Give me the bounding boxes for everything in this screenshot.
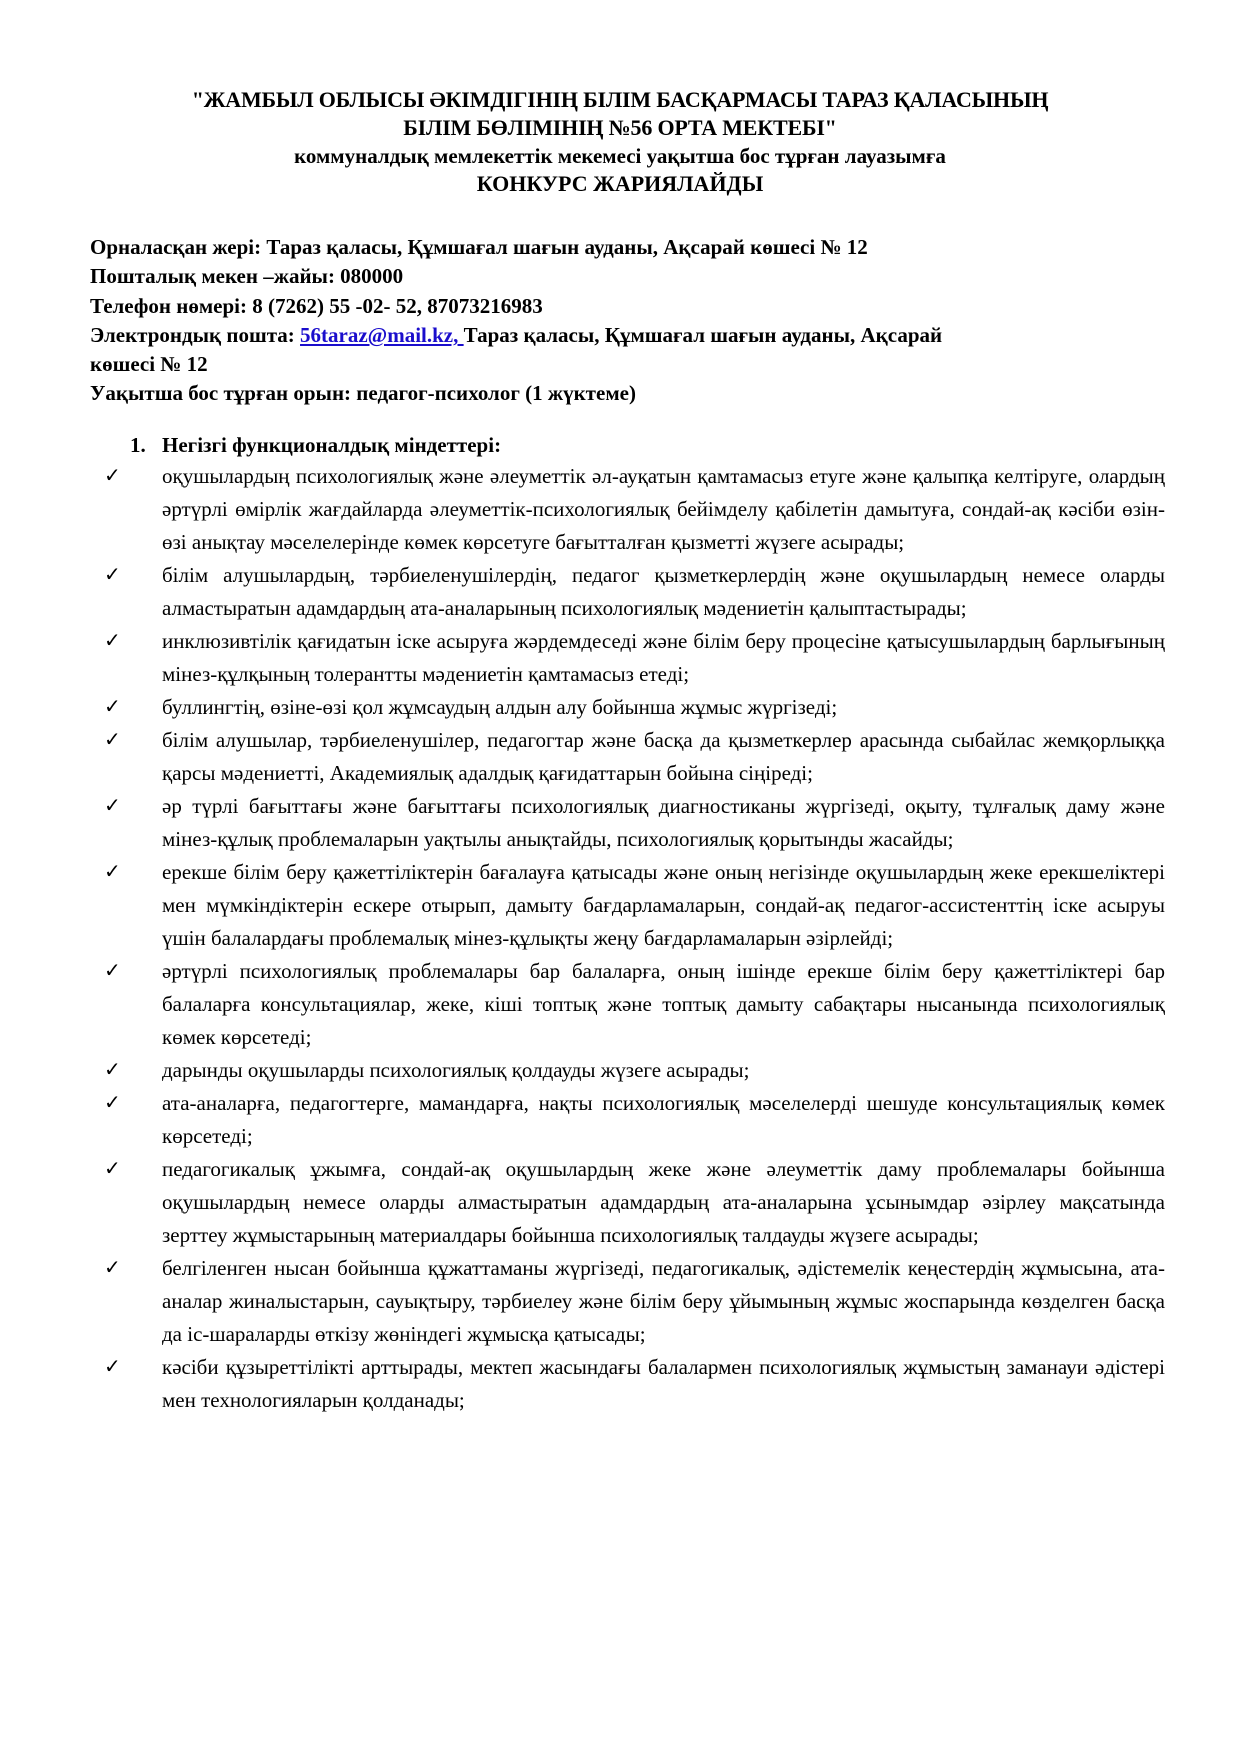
email-address-rest: Тараз қаласы, Құмшағал шағын ауданы, Ақсарай [463,322,943,347]
header-title-line1: "ЖАМБЫЛ ОБЛЫСЫ ӘКІМДІГІНІҢ БІЛІМ БАСҚАРМАСЫ ТАРАЗ ҚАЛАСЫНЫҢ [191,87,1049,112]
header-title-line2: БІЛІМ БӨЛІМІНІҢ №56 ОРТА МЕКТЕБІ" [403,115,837,140]
duty-item [90,460,1165,559]
duty-text: білім алушылар, тәрбиеленушілер, педагогтар және басқа да қызметкерлер арасында сыбайлас жемқорлыққа қарсы мәдениетті, Академиялық адалдық қағидаттарын бойына сіңіреді; [162,728,1165,785]
header-subtitle: коммуналдық мемлекеттік мекемесі уақытша бос тұрған лауазымға [294,144,946,168]
checkmark-icon: ✓ [104,1092,121,1114]
checkmark-icon: ✓ [104,630,121,652]
duty-item [90,1054,1165,1087]
duty-item [90,1252,1165,1351]
email-line [90,321,1165,350]
duty-text: әр түрлі бағыттағы және бағыттағы психологиялық диагностиканы жүргізеді, оқыту, тұлғалық даму және мінез-құлық проблемаларын уақтылы анықтайды, психологиялық қорытынды жасайды; [162,794,1165,851]
duty-text: кәсіби құзыреттілікті арттырады, мектеп жасындағы балалармен психологиялық жұмыстың заманауи әдістері мен технологияларын қолданады; [162,1355,1165,1412]
email-address-rest2: көшесі № 12 [90,352,208,377]
location-line: Орналасқан жері: Тараз қаласы, Құмшағал шағын ауданы, Ақсарай көшесі № 12 [90,235,868,259]
duty-text: белгіленген нысан бойынша құжаттаманы жүргізеді, педагогикалық, әдістемелік кеңестердің жұмысына, ата-аналар жиналыстарын, сауықтыру, тәрбиелеу және білім беру ұйымының жұмыс жоспарында көзделген басқа да іс-шараларды өткізу жөніндегі жұмысқа қатысады; [162,1256,1165,1346]
duty-text: ата-аналарға, педагогтерге, мамандарға, нақты психологиялық мәселелерді шешуде консультациялық көмек көрсетеді; [162,1091,1165,1148]
email-link[interactable]: 56taraz@mail.kz, [300,322,464,347]
checkmark-icon: ✓ [104,861,121,883]
duty-item [90,691,1165,724]
header-announcement: КОНКУРС ЖАРИЯЛАЙДЫ [476,171,764,196]
duty-item [90,1087,1165,1153]
checkmark-icon: ✓ [104,960,121,982]
duty-text: педагогикалық ұжымға, сондай-ақ оқушылардың жеке және әлеуметтік даму проблемалары бойынша оқушылардың немесе оларды алмастыратын адамдардың ата-аналарына ұсынымдар әзірлеу мақсатында зерттеу жұмыстарының материалдары бойынша психологиялық талдауды жүзеге асырады; [162,1157,1165,1247]
duty-text: әртүрлі психологиялық проблемалары бар балаларға, оның ішінде ерекше білім беру қажеттіліктері бар балаларға консультациялар, жеке, кіші топтық және топтық дамыту сабақтары нысанында психологиялық көмек көрсетеді; [162,959,1165,1049]
duties-list [90,460,1165,1417]
checkmark-icon: ✓ [104,1257,121,1279]
contact-info [90,233,1165,409]
postal-line: Пошталық мекен –жайы: 080000 [90,264,404,289]
vacancy-line: Уақытша бос тұрған орын: педагог-психолог (1 жүктеме) [90,381,636,406]
checkmark-icon: ✓ [104,465,121,487]
checkmark-icon: ✓ [104,795,121,817]
checkmark-icon: ✓ [104,696,121,718]
duty-item [90,856,1165,955]
checkmark-icon: ✓ [104,564,121,586]
duty-item [90,1351,1165,1417]
duty-text: оқушылардың психологиялық және әлеуметтік әл-ауқатын қамтамасыз етуге және қалыпқа келтіруге, олардың әртүрлі өмірлік жағдайларда әлеуметтік-психологиялық бейімделу қабілетін дамытуға, сондай-ақ кәсіби өзін-өзі анықтау мәселелерінде көмек көрсетуге бағытталған қызметті жүзеге асырады; [162,464,1165,554]
duty-item [90,625,1165,691]
duty-text: ерекше білім беру қажеттіліктерін бағалауға қатысады және оның негізінде оқушылардың жеке ерекшеліктері мен мүмкіндіктерін ескере отырып, дамыту бағдарламаларын, сондай-ақ педагог-ассистенттің іске асыруы үшін балалардағы проблемалық мінез-құлықты жеңу бағдарламаларын әзірлейді; [162,860,1165,950]
duty-text: инклюзивтілік қағидатын іске асыруға жәрдемдеседі және білім беру процесіне қатысушылардың барлығының мінез-құлқының толерантты мәдениетін қамтамасыз етеді; [162,629,1165,686]
duty-item [90,955,1165,1054]
section-title [90,431,1165,460]
email-label: Электрондық пошта: [90,322,301,347]
duty-item [90,1153,1165,1252]
duty-text: білім алушылардың, тәрбиеленушілердің, педагог қызметкерлердің және оқушылардың немесе оларды алмастыратын адамдардың ата-аналарының психологиялық мәдениетін қалыптастырады; [162,563,1165,620]
duties-section [90,431,1165,1417]
duty-item [90,559,1165,625]
checkmark-icon: ✓ [104,1059,121,1081]
checkmark-icon: ✓ [104,729,121,751]
duty-item [90,790,1165,856]
document-header [90,86,1150,198]
duty-text: дарынды оқушыларды психологиялық қолдауды жүзеге асырады; [162,1058,750,1082]
section-title-text: Негізгі функционалдық міндеттері: [162,433,502,457]
checkmark-icon: ✓ [104,1356,121,1378]
duty-text: буллингтің, өзіне-өзі қол жұмсаудың алдын алу бойынша жұмыс жүргізеді; [162,695,838,719]
section-number: 1. [130,433,146,457]
phone-line: Телефон нөмері: 8 (7262) 55 -02- 52, 87073216983 [90,293,543,318]
checkmark-icon: ✓ [104,1158,121,1180]
duty-item [90,724,1165,790]
